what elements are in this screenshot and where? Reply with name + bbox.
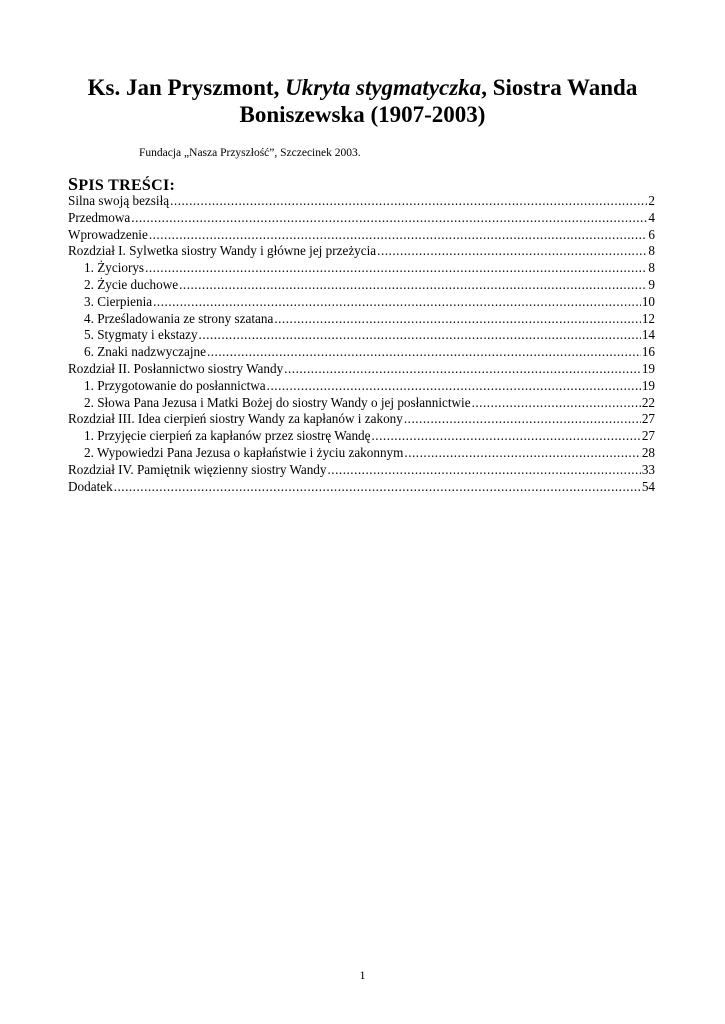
- toc-entry-label: Wprowadzenie: [68, 226, 148, 242]
- toc-dot-leader: [153, 294, 641, 311]
- toc-dot-leader: [377, 243, 647, 260]
- toc-entry-label: 4. Prześladowania ze strony szatana: [84, 310, 274, 326]
- toc-entry-label: Rozdział II. Posłannictwo siostry Wandy: [68, 360, 284, 376]
- title-book-name: Ukryta stygmatyczka: [285, 75, 482, 100]
- toc-entry-page-number: 19: [641, 377, 655, 393]
- toc-entry[interactable]: [68, 227, 655, 244]
- toc-dot-leader: [267, 378, 641, 395]
- toc-entry-label: 6. Znaki nadzwyczajne: [84, 344, 206, 360]
- toc-entry[interactable]: [68, 428, 655, 445]
- toc-entry-label: 1. Przygotowanie do posłannictwa: [84, 377, 266, 393]
- toc-entry[interactable]: [68, 344, 655, 361]
- toc-entry-page-number: 16: [641, 344, 655, 360]
- toc-entry-label: Rozdział III. Idea cierpień siostry Wandy za kapłanów i zakony: [68, 411, 403, 427]
- toc-entry[interactable]: [68, 210, 655, 227]
- toc-entry-page-number: 8: [648, 243, 655, 259]
- toc-entry-label: 2. Wypowiedzi Pana Jezusa o kapłaństwie i życiu zakonnym: [84, 444, 404, 460]
- toc-entry[interactable]: [68, 260, 655, 277]
- toc-entry[interactable]: [68, 361, 655, 378]
- toc-entry[interactable]: [68, 294, 655, 311]
- toc-dot-leader: [472, 395, 641, 412]
- toc-entry-page-number: 27: [641, 428, 655, 444]
- toc-entry[interactable]: [68, 311, 655, 328]
- toc-entry[interactable]: [68, 411, 655, 428]
- toc-entry-label: Silna swoją bezsiłą: [68, 193, 170, 208]
- toc-entry-page-number: 12: [641, 310, 655, 326]
- toc-entry-label: 2. Słowa Pana Jezusa i Matki Bożej do siostry Wandy o jej posłannictwie: [84, 394, 471, 410]
- toc-dot-leader: [404, 445, 640, 462]
- page-number: 1: [359, 968, 366, 982]
- toc-entry[interactable]: [68, 277, 655, 294]
- toc-entry-page-number: 2: [648, 193, 655, 208]
- toc-entry-label: 1. Przyjęcie cierpień za kapłanów przez siostrę Wandę: [84, 428, 371, 444]
- toc-entry[interactable]: [68, 327, 655, 344]
- toc-entry-label: Rozdział I. Sylwetka siostry Wandy i główne jej przeżycia: [68, 243, 377, 259]
- toc-entry-label: 1. Życiorys: [84, 260, 145, 276]
- toc-entry-page-number: 22: [641, 394, 655, 410]
- toc-entry[interactable]: [68, 378, 655, 395]
- toc-dot-leader: [149, 227, 648, 244]
- toc-entry-label: Przedmowa: [68, 209, 131, 225]
- toc-dot-leader: [207, 344, 641, 361]
- toc-dot-leader: [145, 260, 647, 277]
- toc-entry-page-number: 4: [648, 209, 655, 225]
- toc-entry[interactable]: [68, 479, 655, 496]
- toc-dot-leader: [131, 210, 647, 227]
- toc-entry-page-number: 6: [648, 226, 655, 242]
- toc-heading-initial: S: [68, 174, 79, 194]
- toc-dot-leader: [328, 462, 641, 479]
- toc-entry-page-number: 33: [641, 461, 655, 477]
- toc-entry-label: 2. Życie duchowe: [84, 276, 179, 292]
- toc-entry-page-number: 27: [641, 411, 655, 427]
- toc-entry-page-number: 19: [641, 360, 655, 376]
- toc-entry[interactable]: [68, 462, 655, 479]
- toc-dot-leader: [170, 193, 647, 210]
- toc-entry[interactable]: [68, 193, 655, 210]
- toc-dot-leader: [179, 277, 647, 294]
- toc-entry-page-number: 14: [641, 327, 655, 343]
- toc-dot-leader: [274, 311, 640, 328]
- toc-dot-leader: [404, 411, 641, 428]
- toc-entry-page-number: 54: [641, 478, 655, 494]
- toc-entry[interactable]: [68, 445, 655, 462]
- document-title: [60, 74, 665, 128]
- toc-entry[interactable]: [68, 243, 655, 260]
- toc-dot-leader: [114, 479, 641, 496]
- toc-entry-label: 3. Cierpienia: [84, 293, 153, 309]
- toc-heading: [68, 175, 175, 195]
- table-of-contents: [68, 193, 655, 495]
- toc-entry-page-number: 9: [648, 276, 655, 292]
- toc-entry-page-number: 10: [641, 293, 655, 309]
- toc-entry-label: Dodatek: [68, 478, 113, 494]
- title-subject: , Siostra Wanda Boniszewska (1907-2003): [239, 75, 638, 127]
- title-author: Ks. Jan Pryszmont,: [87, 75, 286, 100]
- toc-entry-label: Rozdział IV. Pamiętnik więzienny siostry Wandy: [68, 461, 327, 477]
- publisher-line: Fundacja „Nasza Przyszłość”, Szczecinek 2003.: [139, 147, 361, 159]
- toc-entry-page-number: 8: [648, 260, 655, 276]
- toc-entry-label: 5. Stygmaty i ekstazy: [84, 327, 198, 343]
- toc-dot-leader: [372, 428, 641, 445]
- toc-entry[interactable]: [68, 395, 655, 412]
- toc-dot-leader: [199, 327, 641, 344]
- toc-heading-rest: PIS TREŚCI:: [78, 177, 176, 194]
- toc-dot-leader: [284, 361, 641, 378]
- toc-entry-page-number: 28: [641, 444, 655, 460]
